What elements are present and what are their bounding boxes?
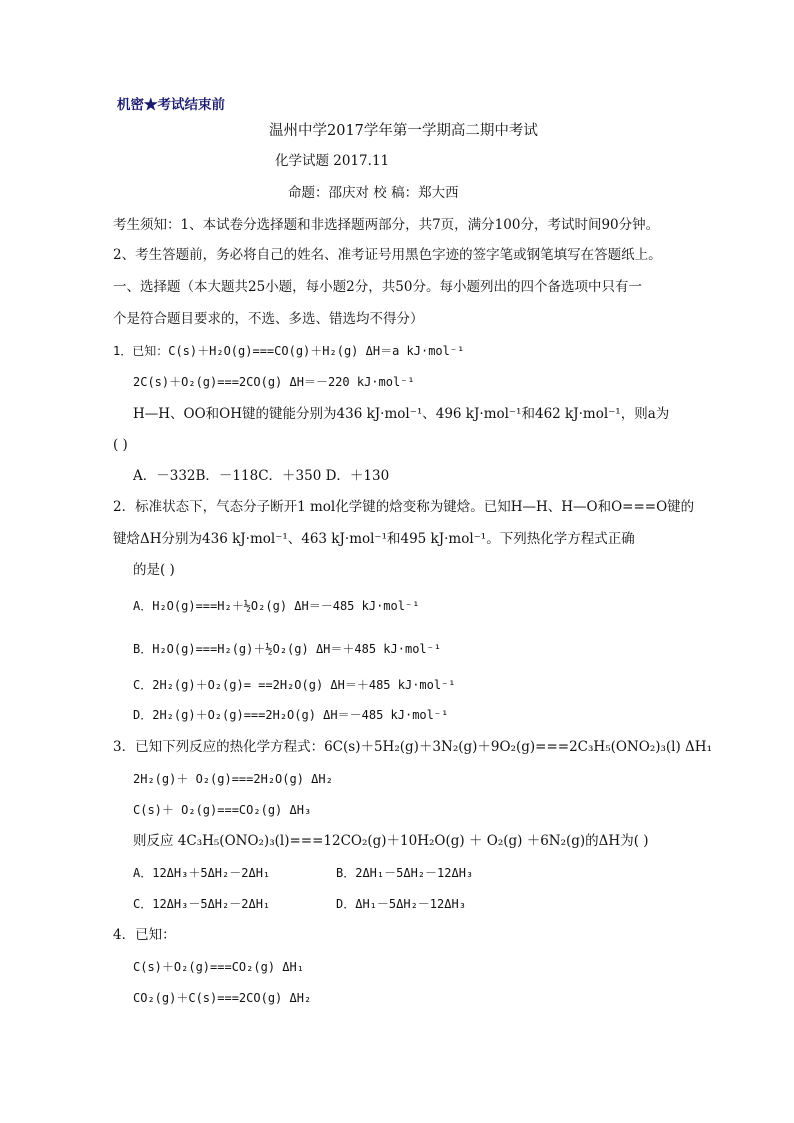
q3-line-1: 3．已知下列反应的热化学方程式：6C(s)＋5H₂(g)＋3N₂(g)＋9O₂(g)===2C₃H₅(ONO₂)₃(l) ΔH₁ [113,739,712,755]
q2-line-3: 的是( ) [133,562,175,578]
q2-line-1: 2．标准状态下，气态分子断开1 mol化学键的焓变称为键焓。已知H—H、H—O和O===O键的 [113,499,695,515]
q2-line-2: 键焓ΔH分别为436 kJ·mol⁻¹、463 kJ·mol⁻¹和495 kJ·mol⁻¹。下列热化学方程式正确 [113,531,635,547]
q3-line-2: 2H₂(g)＋ O₂(g)===2H₂O(g) ΔH₂ [133,772,333,786]
q2-option-a: A．H₂O(g)===H₂＋½O₂(g) ΔH＝－485 kJ·mol⁻¹ [133,599,420,613]
q4-equation-1: C(s)＋O₂(g)===CO₂(g) ΔH₁ [133,960,304,974]
q3-option-b: B．2ΔH₁－5ΔH₂－12ΔH₃ [336,866,474,880]
notice-line-2: 2、考生答题前，务必将自己的姓名、准考证号用黑色字迹的签字笔或钢笔填写在答题纸上。 [113,247,662,263]
section-heading-1: 一、选择题（本大题共25小题，每小题2分，共50分。每小题列出的四个备选项中只有一 [113,279,642,295]
q4-equation-2: CO₂(g)＋C(s)===2CO(g) ΔH₂ [133,991,312,1005]
q1-text: H—H、OO和OH键的键能分别为436 kJ·mol⁻¹、496 kJ·mol⁻¹和462 kJ·mol⁻¹，则a为 [133,406,670,422]
authors-line: 命题：邵庆对 校 稿：郑大西 [288,185,459,201]
q3-line-4: 则反应 4C₃H₅(ONO₂)₃(l)===12CO₂(g)＋10H₂O(g) ＋ O₂(g) ＋6N₂(g)的ΔH为( ) [133,833,649,849]
section-heading-2: 个是符合题目要求的，不选、多选、错选均不得分） [113,311,424,327]
q3-line-3: C(s)＋ O₂(g)===CO₂(g) ΔH₃ [133,803,312,817]
exam-title: 温州中学2017学年第一学期高二期中考试 [269,123,538,139]
q2-option-d: D．2H₂(g)＋O₂(g)===2H₂O(g) ΔH＝－485 kJ·mol⁻¹ [133,708,449,722]
q4-line-1: 4．已知： [113,927,176,943]
q2-option-c: C．2H₂(g)＋O₂(g)= ==2H₂O(g) ΔH＝＋485 kJ·mol⁻¹ [133,678,456,692]
q3-option-c: C．12ΔH₃－5ΔH₂－2ΔH₁ [133,897,271,911]
confidential-label: 机密★考试结束前 [117,97,225,113]
q2-option-b: B．H₂O(g)===H₂(g)＋½O₂(g) ΔH＝＋485 kJ·mol⁻¹ [133,642,442,656]
q3-option-d: D．ΔH₁－5ΔH₂－12ΔH₃ [336,897,466,911]
q3-option-a: A．12ΔH₃＋5ΔH₂－2ΔH₁ [133,866,271,880]
q1-answer-paren: ( ) [113,437,128,453]
q1-options: A．－332B．－118C．＋350 D．＋130 [133,468,390,484]
subject-date: 化学试题 2017.11 [275,153,390,169]
notice-line-1: 考生须知：1、本试卷分选择题和非选择题两部分，共7页，满分100分，考试时间90分钟。 [113,217,660,233]
q1-equation-1: 1．已知：C(s)＋H₂O(g)===CO(g)＋H₂(g) ΔH＝a kJ·mol⁻¹ [113,344,465,358]
q1-equation-2: 2C(s)＋O₂(g)===2CO(g) ΔH＝－220 kJ·mol⁻¹ [133,375,415,389]
